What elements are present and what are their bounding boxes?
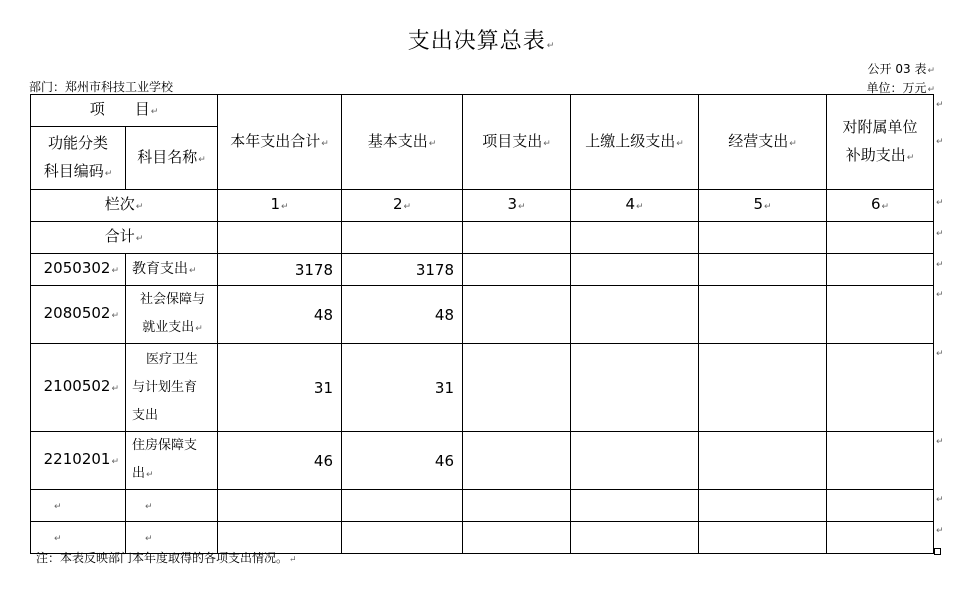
page-title: 支出决算总表↵ xyxy=(407,29,556,54)
header-func-code: 功能分类 科目编码↵ xyxy=(31,127,126,190)
header-upper: 上缴上级支出↵ xyxy=(571,95,699,190)
row-basic: 48 xyxy=(342,286,463,344)
row-total: 3178 xyxy=(218,254,342,286)
expenditure-table xyxy=(30,94,934,554)
paragraph-mark-icon: ↵ xyxy=(936,137,944,147)
header-basic: 基本支出↵ xyxy=(342,95,463,190)
column-index-1: 1↵ xyxy=(218,190,342,222)
column-index-4: 4↵ xyxy=(571,190,699,222)
row-total: 31 xyxy=(218,344,342,432)
column-index-label: 栏次↵ xyxy=(31,190,218,222)
header-project: 项目支出↵ xyxy=(463,95,571,190)
unit-label: 单位：万元 xyxy=(866,81,927,95)
empty-row: ↵ ↵ xyxy=(31,522,934,554)
header-row xyxy=(31,95,934,127)
table-row xyxy=(31,432,934,490)
header-item: 项 目↵ xyxy=(31,95,218,127)
paragraph-mark-icon: ↵ xyxy=(936,437,944,447)
paragraph-mark-icon: ↵ xyxy=(936,495,944,505)
row-basic: 3178 xyxy=(342,254,463,286)
paragraph-mark-icon: ↵ xyxy=(936,229,944,239)
paragraph-mark-icon: ↵ xyxy=(927,66,935,76)
row-total: 48 xyxy=(218,286,342,344)
paragraph-mark-icon: ↵ xyxy=(546,41,556,51)
paragraph-mark-icon: ↵ xyxy=(936,260,944,270)
row-code: 2050302↵ xyxy=(31,254,126,286)
footnote: 注：本表反映部门本年度取得的各项支出情况。↵ xyxy=(36,551,297,565)
paragraph-mark-icon: ↵ xyxy=(936,349,944,359)
empty-row: ↵ ↵ xyxy=(31,490,934,522)
end-of-cell-marker xyxy=(934,548,941,555)
row-name: 医疗卫生 与计划生育 支出 xyxy=(126,344,218,432)
row-name: 住房保障支 出↵ xyxy=(126,432,218,490)
column-index-6: 6↵ xyxy=(827,190,934,222)
header-business: 经营支出↵ xyxy=(699,95,827,190)
row-basic: 31 xyxy=(342,344,463,432)
header-subject-name: 科目名称↵ xyxy=(126,127,218,190)
table-row xyxy=(31,344,934,432)
total-label: 合计↵ xyxy=(31,222,218,254)
column-index-3: 3↵ xyxy=(463,190,571,222)
header-total: 本年支出合计↵ xyxy=(218,95,342,190)
row-code: 2210201↵ xyxy=(31,432,126,490)
total-row xyxy=(31,222,934,254)
column-index-2: 2↵ xyxy=(342,190,463,222)
paragraph-mark-icon: ↵ xyxy=(936,290,944,300)
paragraph-mark-icon: ↵ xyxy=(927,85,935,95)
row-basic: 46 xyxy=(342,432,463,490)
row-name: 社会保障与 就业支出↵ xyxy=(126,286,218,344)
column-index-row xyxy=(31,190,934,222)
paragraph-mark-icon: ↵ xyxy=(936,198,944,208)
row-code: 2100502↵ xyxy=(31,344,126,432)
form-number: 公开 03 表 xyxy=(867,62,927,76)
paragraph-mark-icon: ↵ xyxy=(936,526,944,536)
header-subsidy: 对附属单位 补助支出↵ xyxy=(827,95,934,190)
column-index-5: 5↵ xyxy=(699,190,827,222)
department-label: 部门：郑州市科技工业学校 xyxy=(29,80,174,94)
paragraph-mark-icon: ↵ xyxy=(936,100,944,110)
row-total: 46 xyxy=(218,432,342,490)
table-row xyxy=(31,254,934,286)
row-name: 教育支出↵ xyxy=(126,254,218,286)
row-code: 2080502↵ xyxy=(31,286,126,344)
table-row xyxy=(31,286,934,344)
